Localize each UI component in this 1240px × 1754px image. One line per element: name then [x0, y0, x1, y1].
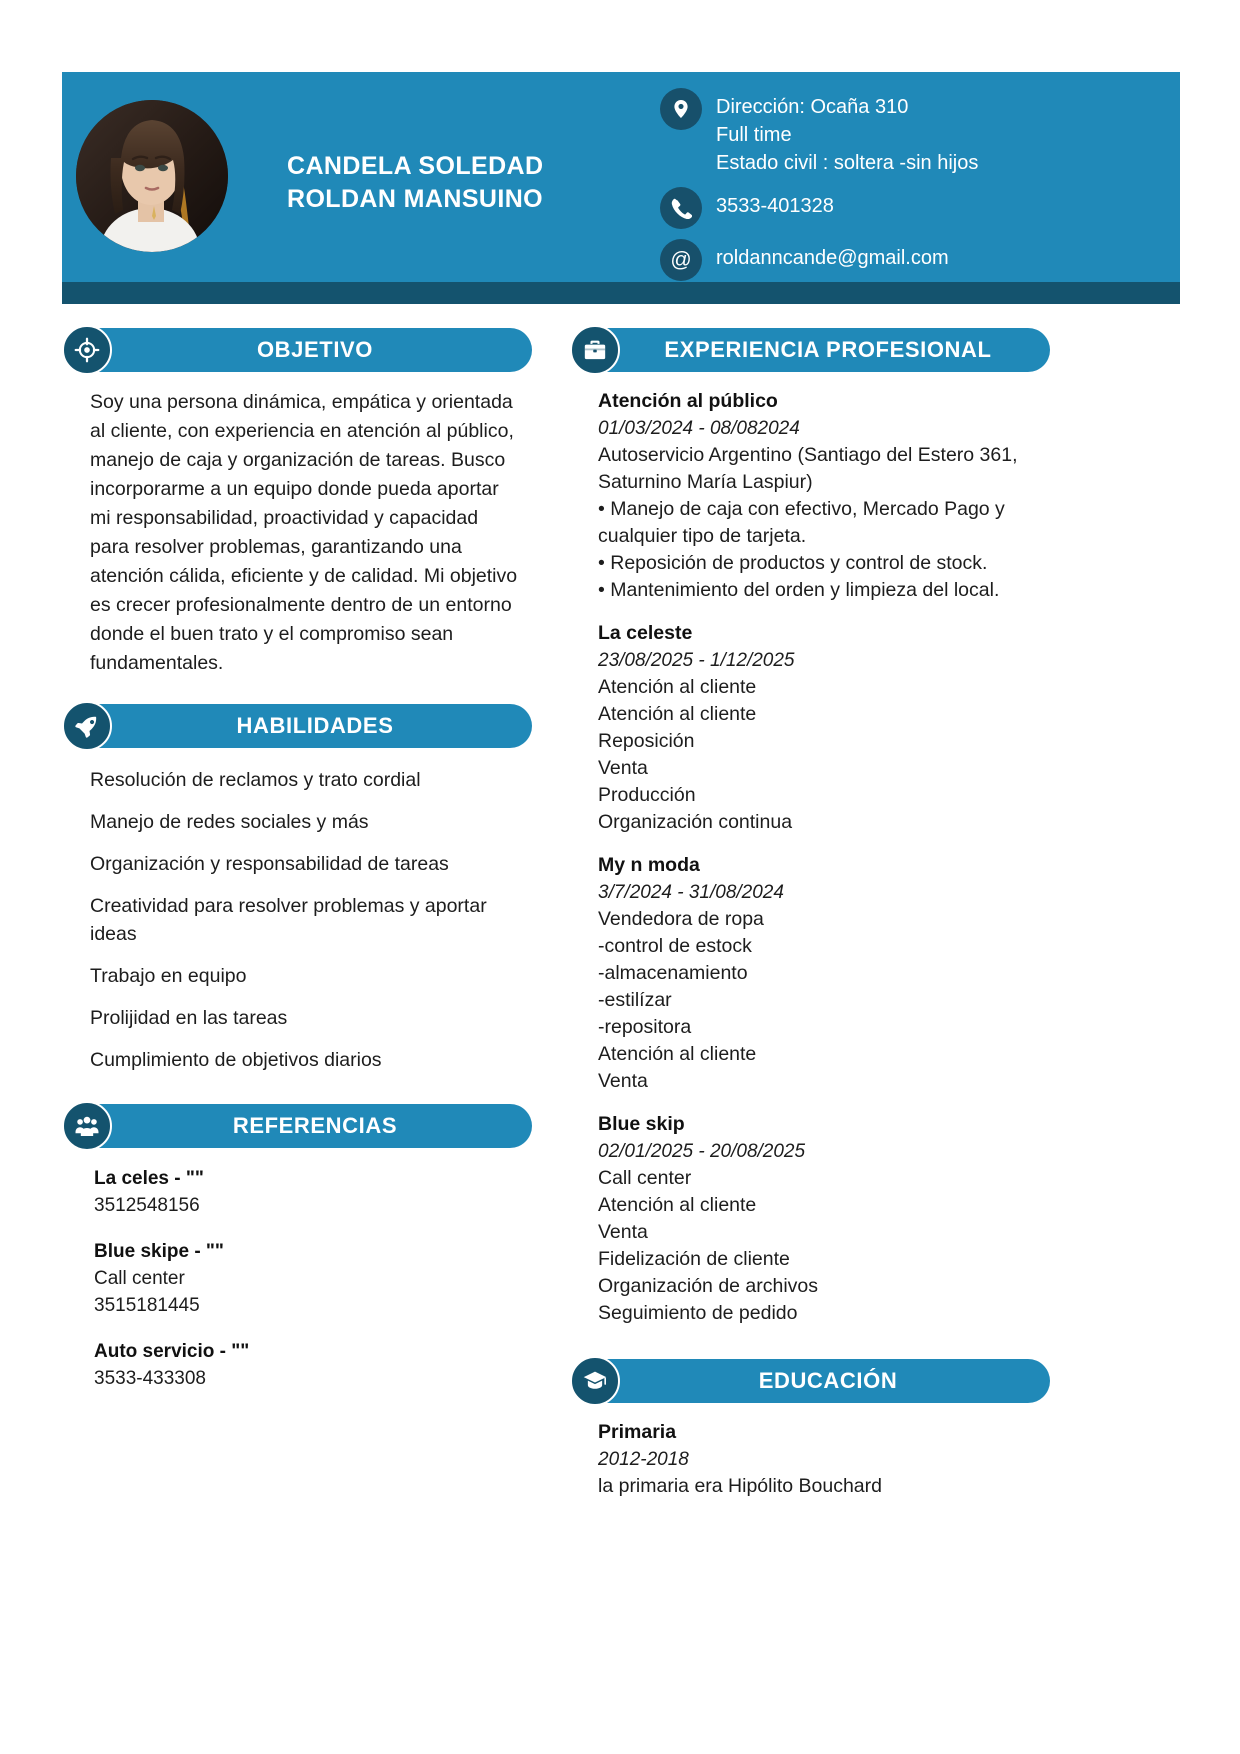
name-line-1: CANDELA SOLEDAD	[287, 152, 544, 180]
experience-detail: • Manejo de caja con efectivo, Mercado Pago y cualquier tipo de tarjeta.	[598, 498, 1005, 547]
list-item: Resolución de reclamos y trato cordial	[90, 769, 421, 791]
experience-role: Blue skip	[598, 1113, 685, 1135]
experience-detail: Organización de archivos	[598, 1275, 819, 1297]
references-list	[62, 1148, 532, 1392]
address-line-1: Dirección: Ocaña 310	[716, 96, 909, 118]
education-detail: la primaria era Hipólito Bouchard	[598, 1475, 882, 1497]
experience-detail: • Reposición de productos y control de stock.	[598, 552, 988, 574]
experience-detail: Producción	[598, 784, 696, 806]
phone-number: 3533-401328	[716, 195, 834, 217]
list-item	[94, 1339, 520, 1392]
reference-detail: 3515181445	[94, 1295, 200, 1316]
experience-detail: Reposición	[598, 730, 695, 752]
list-item	[598, 852, 1044, 1095]
section-banner-experiencia	[592, 328, 1050, 372]
graduation-cap-icon	[570, 1356, 620, 1406]
list-item: Manejo de redes sociales y más	[90, 811, 369, 833]
address-text	[716, 88, 978, 177]
experience-detail: Atención al cliente	[598, 1043, 757, 1065]
experience-dates: 02/01/2025 - 20/08/2025	[598, 1141, 806, 1162]
section-objetivo	[62, 328, 532, 678]
experience-detail: -almacenamiento	[598, 962, 748, 984]
skills-list	[62, 748, 532, 1074]
reference-name: Blue skipe - ""	[94, 1241, 224, 1262]
email-address: roldanncande@gmail.com	[716, 247, 949, 269]
experience-role: La celeste	[598, 622, 693, 644]
reference-detail: 3533-433308	[94, 1368, 206, 1389]
experience-detail: Fidelización de cliente	[598, 1248, 790, 1270]
address-line-2: Full time	[716, 124, 792, 146]
education-dates: 2012-2018	[598, 1449, 689, 1470]
education-degree: Primaria	[598, 1421, 677, 1443]
svg-text:@: @	[670, 248, 692, 272]
section-banner-educacion	[592, 1359, 1050, 1403]
experience-detail: -control de estock	[598, 935, 752, 957]
list-item: Organización y responsabilidad de tareas	[90, 853, 449, 875]
list-item	[598, 1419, 1044, 1500]
section-banner-habilidades	[84, 704, 532, 748]
reference-detail: 3512548156	[94, 1195, 200, 1216]
section-title-habilidades: HABILIDADES	[236, 713, 394, 738]
experience-list	[570, 372, 1050, 1327]
experience-detail: Seguimiento de pedido	[598, 1302, 798, 1324]
section-title-experiencia: EXPERIENCIA PROFESIONAL	[664, 337, 992, 362]
contact-email[interactable]	[660, 239, 1160, 281]
reference-name: Auto servicio - ""	[94, 1341, 250, 1362]
section-habilidades	[62, 704, 532, 1074]
experience-detail: -estilízar	[598, 989, 672, 1011]
list-item	[94, 1239, 520, 1319]
reference-name: La celes - ""	[94, 1168, 204, 1189]
list-item	[598, 1111, 1044, 1327]
phone-icon	[660, 187, 702, 229]
experience-role: My n moda	[598, 854, 700, 876]
objetivo-text: Soy una persona dinámica, empática y orientada al cliente, con experiencia en atención al público, manejo de caja y organización de tareas. Busco incorporarme a un equipo donde pueda aportar mi responsabilidad, proactividad y capacidad para resolver problemas, garantizando una atención cálida, eficiente y de calidad. Mi objetivo es crecer profesionalmente dentro de un entorno donde el buen trato y el compromiso sean fundamentales.	[90, 391, 518, 674]
reference-detail: Call center	[94, 1268, 185, 1289]
list-item: Trabajo en equipo	[90, 965, 247, 987]
email-text	[716, 239, 949, 272]
experience-detail: -repositora	[598, 1016, 692, 1038]
avatar	[76, 100, 228, 252]
name-line-2: ROLDAN MANSUINO	[287, 185, 543, 213]
section-title-referencias: REFERENCIAS	[232, 1113, 398, 1138]
briefcase-icon	[570, 325, 620, 375]
cv-header	[62, 72, 1180, 282]
spacer	[570, 1343, 1050, 1359]
contact-block	[660, 88, 1160, 291]
list-item	[94, 1166, 520, 1219]
experience-detail: • Mantenimiento del orden y limpieza del local.	[598, 579, 1000, 601]
section-title-educacion: EDUCACIÓN	[758, 1368, 898, 1393]
experience-detail: Venta	[598, 1070, 648, 1092]
experience-detail: Venta	[598, 1221, 648, 1243]
at-email-icon	[660, 239, 702, 281]
section-experiencia	[570, 328, 1050, 1327]
section-educacion	[570, 1359, 1050, 1500]
experience-dates: 3/7/2024 - 31/08/2024	[598, 882, 784, 903]
spacer	[62, 682, 532, 704]
experience-dates: 01/03/2024 - 08/082024	[598, 418, 800, 439]
experience-dates: 23/08/2025 - 1/12/2025	[598, 650, 795, 671]
experience-detail: Call center	[598, 1167, 692, 1189]
list-item: Creatividad para resolver problemas y aportar ideas	[90, 895, 487, 945]
list-item	[598, 620, 1044, 836]
spacer	[62, 1088, 532, 1104]
address-line-3: Estado civil : soltera -sin hijos	[716, 152, 979, 174]
section-banner-referencias	[84, 1104, 532, 1148]
section-title-objetivo: OBJETIVO	[256, 337, 374, 362]
rocket-icon	[62, 701, 112, 751]
experience-detail: Atención al cliente	[598, 703, 757, 725]
experience-detail: Organización continua	[598, 811, 793, 833]
header-accent-bar	[62, 282, 1180, 304]
left-column	[62, 328, 532, 1412]
target-crosshair-icon	[62, 325, 112, 375]
contact-address	[660, 88, 1160, 177]
list-item	[598, 388, 1044, 604]
experience-detail: Venta	[598, 757, 648, 779]
candidate-name	[287, 150, 637, 216]
experience-detail: Vendedora de ropa	[598, 908, 764, 930]
list-item: Prolijidad en las tareas	[90, 1007, 288, 1029]
experience-role: Atención al público	[598, 390, 778, 412]
phone-text	[716, 187, 834, 220]
education-list	[570, 1403, 1050, 1500]
experience-detail: Atención al cliente	[598, 1194, 757, 1216]
experience-detail: Autoservicio Argentino (Santiago del Estero 361, Saturnino María Laspiur)	[598, 444, 1018, 493]
location-pin-icon	[660, 88, 702, 130]
list-item: Cumplimiento de objetivos diarios	[90, 1049, 382, 1071]
people-group-icon	[62, 1101, 112, 1151]
right-column	[570, 328, 1050, 1514]
section-referencias	[62, 1104, 532, 1392]
contact-phone[interactable]	[660, 187, 1160, 229]
section-banner-objetivo	[84, 328, 532, 372]
experience-detail: Atención al cliente	[598, 676, 757, 698]
